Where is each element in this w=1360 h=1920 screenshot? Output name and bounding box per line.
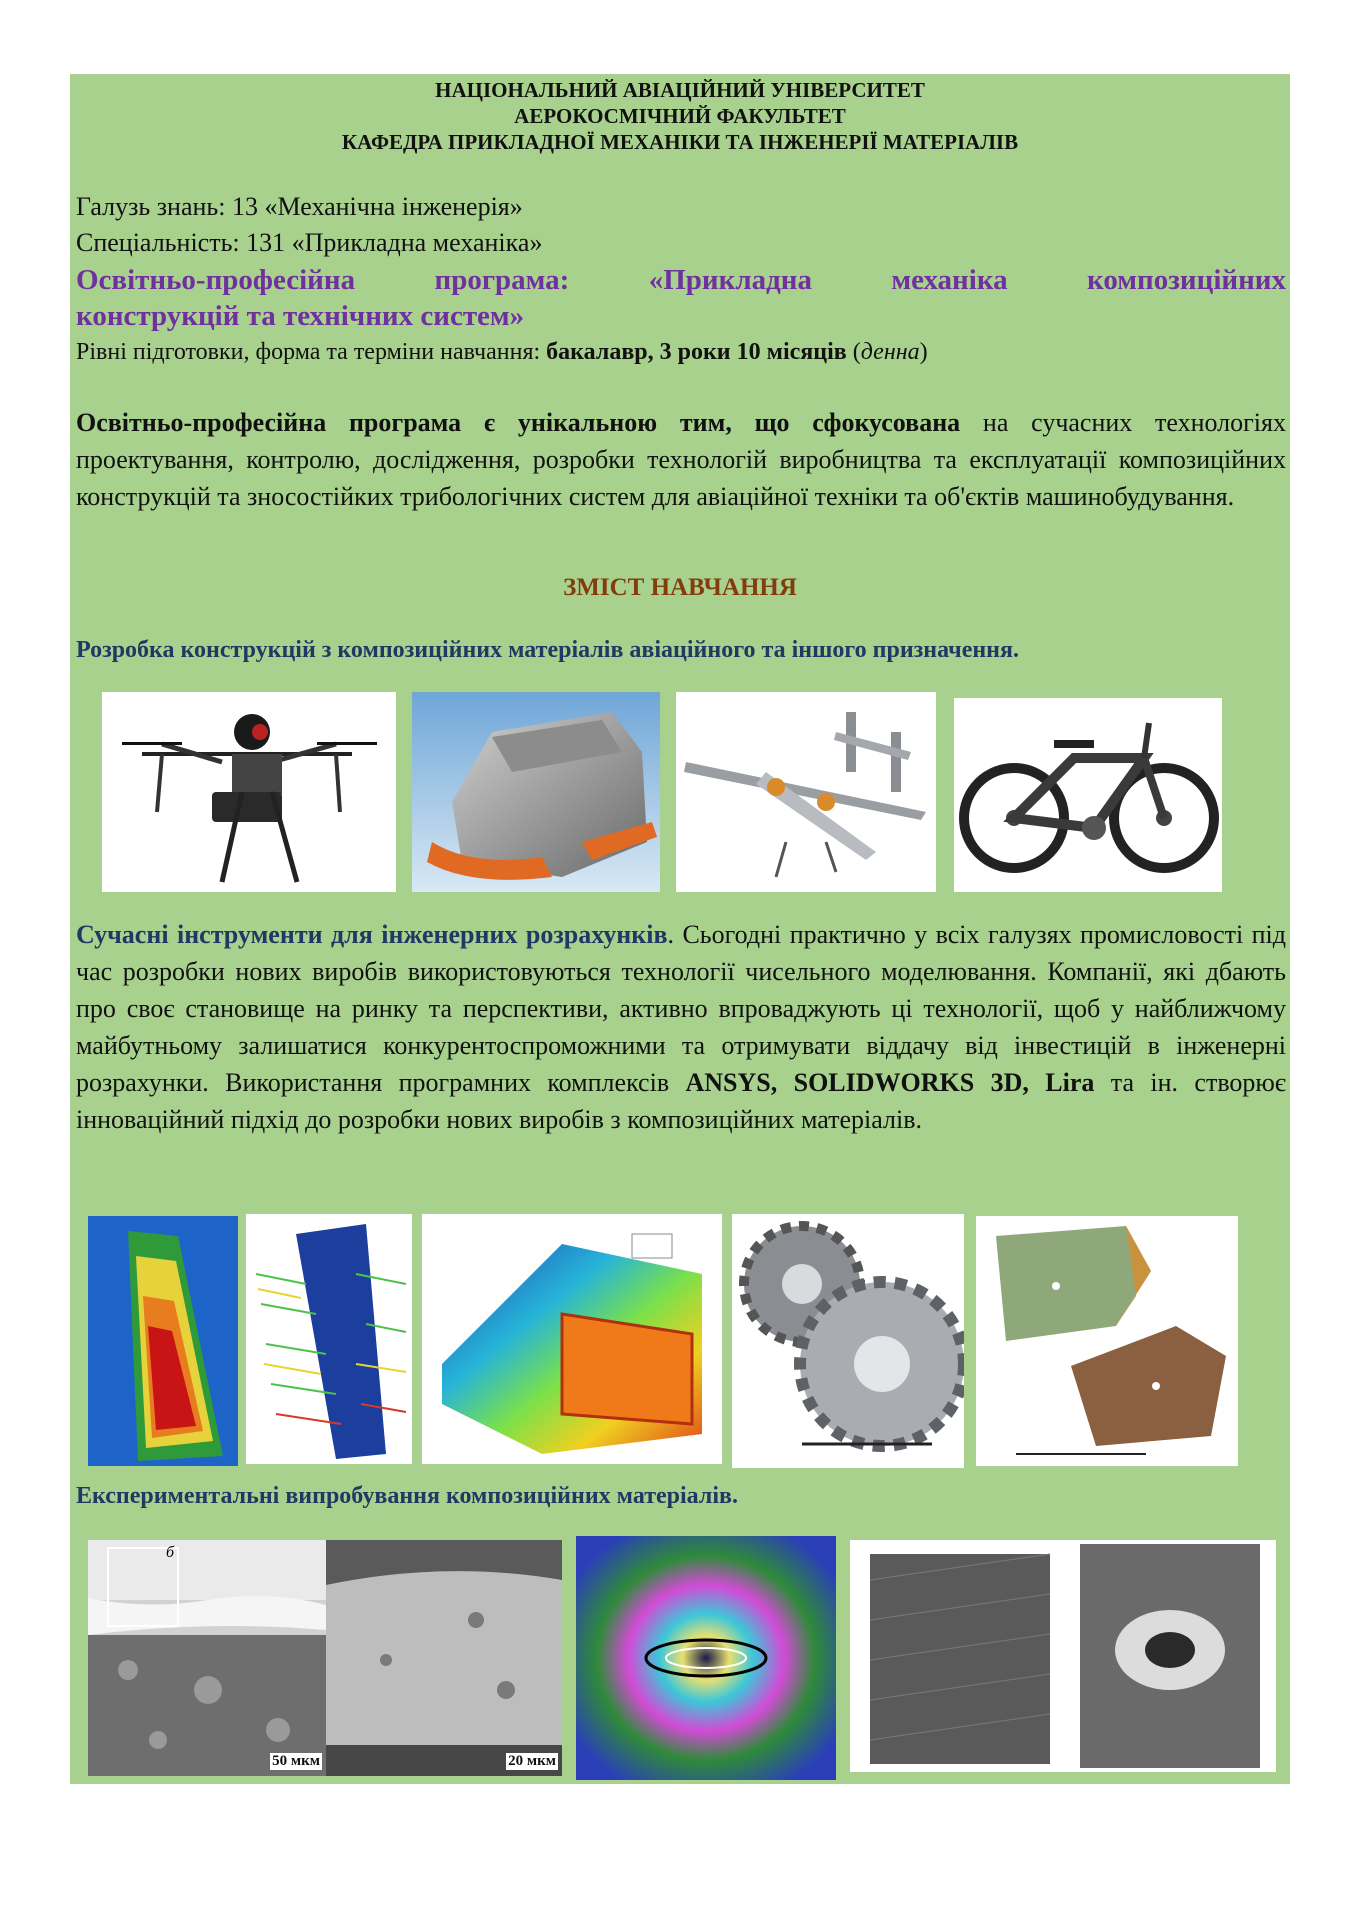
study-form: денна (860, 339, 920, 365)
section1-heading: Розробка конструкцій з композиційних матеріалів авіаційного та іншого призначення. (76, 637, 1019, 663)
blade-stress-image (88, 1216, 238, 1466)
scale-bar-50: 50 мкм (272, 1753, 320, 1769)
study-levels (76, 336, 1286, 369)
faculty-title: АЕРОКОСМІЧНИЙ ФАКУЛЬТЕТ (514, 104, 846, 128)
housing-fea-image (422, 1214, 722, 1464)
department-title: КАФЕДРА ПРИКЛАДНОЇ МЕХАНІКИ ТА ІНЖЕНЕРІЇ МАТЕРІАЛІВ (341, 130, 1019, 154)
program-title-line2: конструкцій та технічних систем» (76, 300, 525, 332)
intro-paragraph (76, 404, 1286, 515)
study-levels-value: бакалавр, 3 роки 10 місяців (546, 339, 847, 365)
university-title: НАЦІОНАЛЬНИЙ АВІАЦІЙНИЙ УНІВЕРСИТЕТ (435, 78, 925, 102)
uav-plane-image (676, 692, 936, 892)
section2-paragraph (76, 916, 1286, 1138)
page-background (70, 74, 1290, 1784)
section2-heading: Сучасні інструменти для інженерних розрахунків (76, 920, 668, 949)
study-levels-label: Рівні підготовки, форма та терміни навчання: (76, 339, 547, 365)
program-title-line1: Освітньо-професійна програма: «Прикладна механіка композиційних (76, 264, 1286, 296)
micrograph-image-1 (88, 1540, 326, 1776)
micrograph-label-b: б (166, 1544, 175, 1561)
field-of-knowledge: Галузь знань: 13 «Механічна інженерія» (76, 192, 523, 221)
gears-image (732, 1214, 964, 1468)
scale-bar-20: 20 мкм (508, 1753, 556, 1769)
intro-text: на сучасних технологіях проектування, контролю, дослідження, розробки технологій виробництва та експлуатації композиційних конструкцій та зносостійких трибологічних систем для авіаційної техніки та об'єктів машинобудування. (76, 408, 1286, 511)
composite-parts-image (976, 1216, 1238, 1466)
study-levels-open: ( (846, 339, 861, 365)
section-title: ЗМІСТ НАВЧАННЯ (563, 574, 797, 601)
impact-specimens-image (850, 1540, 1276, 1772)
software-list: ANSYS, SOLIDWORKS 3D, Lira (685, 1068, 1095, 1097)
section3-heading: Експериментальні випробування композиційних матеріалів. (76, 1483, 738, 1509)
car-cad-image (412, 692, 660, 892)
photoelastic-image (576, 1536, 836, 1780)
ebike-image (954, 698, 1222, 892)
section2-text1: . Сьогодні практично у всіх галузях промисловості під час розробки нових виробів використовуються технології чисельного моделювання. Компанії, які дбають про своє становище на ринку та перспективи, активно впроваджують ці технології, щоб у найближчому майбутньому залишатися конкурентоспроможними та отримувати віддачу від інвестицій в інженерні розрахунки. Використання програмних комплексів (76, 920, 1286, 1097)
study-levels-close: ) (919, 339, 928, 365)
specialty: Спеціальність: 131 «Прикладна механіка» (76, 228, 543, 257)
drone-image (102, 692, 396, 892)
blade-flow-image (246, 1214, 412, 1464)
micrograph-image-2 (326, 1540, 562, 1776)
section2-text2: та ін. створює інноваційний підхід до розробки нових виробів з композиційних матеріалів. (76, 1068, 1286, 1134)
intro-bold: Освітньо-професійна програма є унікальною тим, що сфокусована (76, 408, 961, 437)
